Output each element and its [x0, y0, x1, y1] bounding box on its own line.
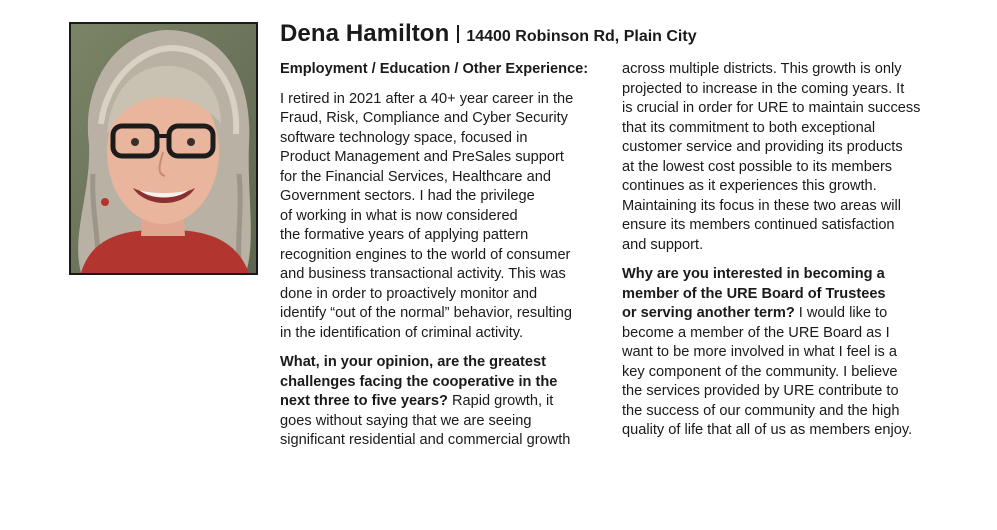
paragraph-gap [280, 80, 602, 90]
answer-line: quality of life that all of us as members enjoy. [622, 422, 913, 438]
bio-line: in the identification of criminal activity. [280, 324, 524, 341]
bio-line: I retired in 2021 after a 40+ year career in the [280, 90, 574, 107]
bio-line: software technology space, focused in [280, 129, 528, 146]
left-column [280, 60, 602, 451]
bio-line: of working in what is now considered [280, 207, 518, 224]
answer-line: that its commitment to both exceptional [622, 119, 876, 136]
answer-line: key component of the community. I believe [622, 363, 898, 380]
answer-line: ensure its members continued satisfaction [622, 217, 895, 233]
bio-line: done in order to proactively monitor and [280, 285, 538, 302]
question-line: or serving another term? [622, 305, 795, 321]
answer-text: Rapid growth, it [447, 393, 554, 409]
right-column [622, 60, 946, 441]
answer-line: the success of our community and the high [622, 402, 900, 419]
candidate-address: 14400 Robinson Rd, Plain City [466, 28, 697, 45]
bio-line: identify “out of the normal” behavior, resulting [280, 305, 573, 321]
bio-line: recognition engines to the world of consumer [280, 246, 571, 263]
answer-line: continues as it experiences this growth. [622, 178, 877, 194]
question-line: Why are you interested in becoming a [622, 266, 885, 282]
answer-line: is crucial in order for URE to maintain success [622, 100, 921, 116]
bio-line: the formative years of applying pattern [280, 227, 529, 243]
answer-line: across multiple districts. This growth is only [622, 61, 902, 77]
answer-line: the services provided by URE contribute to [622, 383, 899, 399]
answer-line: become a member of the URE Board as I [622, 324, 890, 341]
bio-line: for the Financial Services, Healthcare and [280, 168, 551, 185]
answer-line: at the lowest cost possible to its members [622, 158, 893, 175]
answer-line: significant residential and commercial growth [280, 432, 571, 448]
answer-line: projected to increase in the coming years. It [622, 80, 905, 97]
answer-line: Maintaining its focus in these two areas will [622, 197, 902, 214]
bio-line: and business transactional activity. This was [280, 266, 566, 282]
answer-line: customer service and providing its products [622, 139, 903, 155]
question-line: challenges facing the cooperative in the [280, 373, 558, 390]
bio-line: Product Management and PreSales support [280, 149, 564, 165]
paragraph-gap [280, 343, 602, 353]
answer-line: and support. [622, 236, 704, 253]
question-line: member of the URE Board of Trustees [622, 285, 886, 302]
question-line: next three to five years? [280, 393, 448, 409]
candidate-name: Dena Hamilton [280, 20, 450, 47]
question-answer-line [280, 392, 602, 412]
bio-line: Fraud, Risk, Compliance and Cyber Security [280, 110, 568, 126]
bio-line: Government sectors. I had the privilege [280, 188, 535, 204]
section-heading: Employment / Education / Other Experience: [280, 61, 589, 77]
candidate-header [280, 18, 697, 53]
answer-line: goes without saying that we are seeing [280, 412, 532, 429]
question-line: What, in your opinion, are the greatest [280, 354, 546, 370]
portrait-illustration [71, 24, 256, 273]
answer-line: want to be more involved in what I feel is a [622, 344, 897, 360]
paragraph-gap [622, 255, 946, 265]
candidate-photo [69, 22, 258, 275]
question-answer-line [622, 304, 946, 324]
answer-text: I would like to [794, 305, 888, 321]
header-divider [457, 25, 459, 43]
